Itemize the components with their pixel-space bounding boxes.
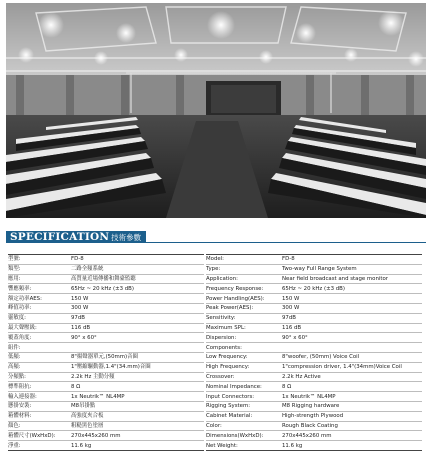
spec-en-row — [206, 265, 422, 275]
spec-cn-label: 類型: — [8, 266, 21, 273]
spec-en-row — [206, 343, 422, 353]
spec-en-value: FD-8 — [282, 256, 295, 263]
spec-cn-value: 2.2k Hz 主動分頻 — [71, 373, 115, 380]
spec-cn-value: 8"揚聲器單元,(50mm)音圈 — [71, 354, 138, 361]
spec-cn-value: FD-8 — [71, 256, 84, 263]
spec-en-label: Input Connectors: — [206, 393, 255, 400]
spec-cn-label: 覆蓋角度: — [8, 334, 32, 341]
spec-en-value: 300 W — [282, 305, 300, 312]
spec-cn-value: 粗糙黑色塗層 — [71, 422, 104, 429]
spec-en-row — [206, 363, 422, 373]
spec-cn-value: M8吊掛點 — [71, 403, 96, 410]
spec-cn-value: 1"壓縮驅動器,1.4"(34.mm)音圈 — [71, 364, 151, 371]
spec-en-value: High-strength Plywood — [282, 413, 344, 420]
spec-en-label: Dispersion: — [206, 334, 237, 341]
spec-en-row — [206, 275, 422, 285]
spec-banner-title — [6, 231, 146, 243]
spec-cn-value: 高質量近場傳播和舞臺監聽 — [71, 275, 136, 282]
spec-cn-row — [8, 353, 204, 363]
spec-cn-label: 額定功率AES: — [8, 295, 42, 302]
spec-cn-row — [8, 255, 204, 265]
spec-cn-row — [8, 363, 204, 373]
spec-cn-value: 二路全頻系統 — [71, 266, 104, 273]
spec-en-value: 11.6 kg — [282, 442, 303, 449]
spec-en-row — [206, 333, 422, 343]
spec-en-row — [206, 284, 422, 294]
spec-en-row — [206, 422, 422, 432]
spec-cn-label: 箱體材料: — [8, 413, 32, 420]
spec-cn-row — [8, 402, 204, 412]
spec-en-row — [206, 353, 422, 363]
spec-en-label: Application: — [206, 275, 238, 282]
spec-en-value: 90° x 60° — [282, 334, 308, 341]
spec-cn-label: 組件: — [8, 344, 21, 351]
spec-cn-row — [8, 373, 204, 383]
spec-en-row — [206, 441, 422, 450]
spec-en-label: High Frequency: — [206, 364, 250, 371]
spec-cn-label: 響應頻率: — [8, 285, 32, 292]
spec-cn-value: 270x445x260 mm — [71, 432, 121, 439]
spec-en-value: Near field broadcast and stage monitor — [282, 275, 388, 282]
spec-en-value: Two-way Full Range System — [282, 266, 357, 273]
spec-title-en: SPECIFICATION — [10, 231, 110, 243]
spec-cn-row — [8, 275, 204, 285]
spec-en-label: Net Weight: — [206, 442, 238, 449]
spec-en-label: Frequency Response: — [206, 285, 264, 292]
spec-cn-value: 300 W — [71, 305, 89, 312]
venue-photo — [6, 3, 426, 218]
spec-en-label: Rigging System: — [206, 403, 251, 410]
spec-en-label: Cabinet Material: — [206, 413, 253, 420]
spec-cn-row — [8, 304, 204, 314]
spec-en-row — [206, 324, 422, 334]
spec-en-row — [206, 373, 422, 383]
spec-en-row — [206, 402, 422, 412]
spec-en-value: M8 Rigging hardware — [282, 403, 340, 410]
spec-cn-value: 116 dB — [71, 324, 91, 331]
spec-en-row — [206, 294, 422, 304]
spec-en-row — [206, 304, 422, 314]
spec-cn-label: 淨重: — [8, 442, 21, 449]
spec-cn-row — [8, 284, 204, 294]
spec-cn-label: 應用: — [8, 275, 21, 282]
spec-en-value: 116 dB — [282, 324, 302, 331]
spec-en-label: Peak Power(AES): — [206, 305, 254, 312]
spec-title-cn: 技術參數 — [111, 232, 142, 242]
spec-table-chinese — [8, 254, 204, 451]
spec-cn-label: 最大聲壓級: — [8, 324, 37, 331]
spec-cn-row — [8, 412, 204, 422]
spec-cn-row — [8, 382, 204, 392]
spec-en-row — [206, 392, 422, 402]
spec-cn-label: 箱體尺寸(WxHxD): — [8, 432, 56, 439]
spec-en-value: 2.2k Hz Active — [282, 373, 321, 380]
spec-en-label: Sensitivity: — [206, 315, 236, 322]
spec-en-row — [206, 431, 422, 441]
spec-cn-row — [8, 441, 204, 450]
spec-cn-label: 懸掛安裝: — [8, 403, 32, 410]
spec-banner-rule — [146, 242, 426, 243]
spec-en-value: 1"compression driver, 1.4"(34mm)Voice Coil — [282, 364, 402, 371]
spec-en-value: 8"woofer, (50mm) Voice Coil — [282, 354, 360, 361]
spec-en-label: Maximum SPL: — [206, 324, 246, 331]
spec-en-value: 270x445x260 mm — [282, 432, 332, 439]
spec-en-value: 1x Neutrik™ NL4MP — [282, 393, 336, 400]
spec-cn-value: 90° x 60° — [71, 334, 97, 341]
spec-cn-label: 型號: — [8, 256, 21, 263]
spec-cn-label: 分頻點: — [8, 373, 26, 380]
spec-cn-label: 高頻: — [8, 364, 21, 371]
spec-cn-row — [8, 343, 204, 353]
spec-en-label: Nominal Impedance: — [206, 383, 262, 390]
spec-en-row — [206, 255, 422, 265]
spec-cn-label: 峰值功率: — [8, 305, 32, 312]
spec-table-english — [206, 254, 422, 451]
spec-en-row — [206, 314, 422, 324]
spec-en-label: Dimensions(WxHxD): — [206, 432, 264, 439]
spec-cn-row — [8, 392, 204, 402]
spec-cn-label: 輸入連接器: — [8, 393, 37, 400]
spec-en-value: 8 Ω — [282, 383, 292, 390]
spec-cn-row — [8, 333, 204, 343]
spec-cn-value: 高強度夾合板 — [71, 413, 104, 420]
spec-en-label: Low Frequency: — [206, 354, 248, 361]
spec-cn-row — [8, 314, 204, 324]
spec-en-value: 150 W — [282, 295, 300, 302]
spec-en-value: Rough Black Coating — [282, 422, 338, 429]
spec-cn-value: 97dB — [71, 315, 85, 322]
spec-en-value: 65Hz ~ 20 kHz (±3 dB) — [282, 285, 345, 292]
spec-cn-row — [8, 294, 204, 304]
spec-cn-value: 11.6 kg — [71, 442, 92, 449]
spec-cn-row — [8, 431, 204, 441]
spec-cn-row — [8, 265, 204, 275]
spec-cn-label: 顏色: — [8, 422, 21, 429]
spec-cn-value: 1x Neutrik™ NL4MP — [71, 393, 125, 400]
spec-en-label: Model: — [206, 256, 225, 263]
spec-banner — [6, 231, 426, 243]
spec-en-label: Color: — [206, 422, 222, 429]
spec-en-row — [206, 382, 422, 392]
spec-cn-row — [8, 422, 204, 432]
spec-cn-row — [8, 324, 204, 334]
spec-cn-value: 150 W — [71, 295, 89, 302]
spec-cn-value: 65Hz ~ 20 kHz (±3 dB) — [71, 285, 134, 292]
spec-en-label: Crossover: — [206, 373, 235, 380]
spec-en-label: Power Handling(AES): — [206, 295, 265, 302]
spec-en-label: Type: — [206, 266, 221, 273]
spec-cn-label: 靈敏度: — [8, 315, 26, 322]
spec-cn-label: 低頻: — [8, 354, 21, 361]
spec-cn-value: 8 Ω — [71, 383, 81, 390]
spec-en-row — [206, 412, 422, 422]
spec-en-label: Components: — [206, 344, 242, 351]
spec-cn-label: 標準阻抗: — [8, 383, 32, 390]
spec-en-value: 97dB — [282, 315, 296, 322]
